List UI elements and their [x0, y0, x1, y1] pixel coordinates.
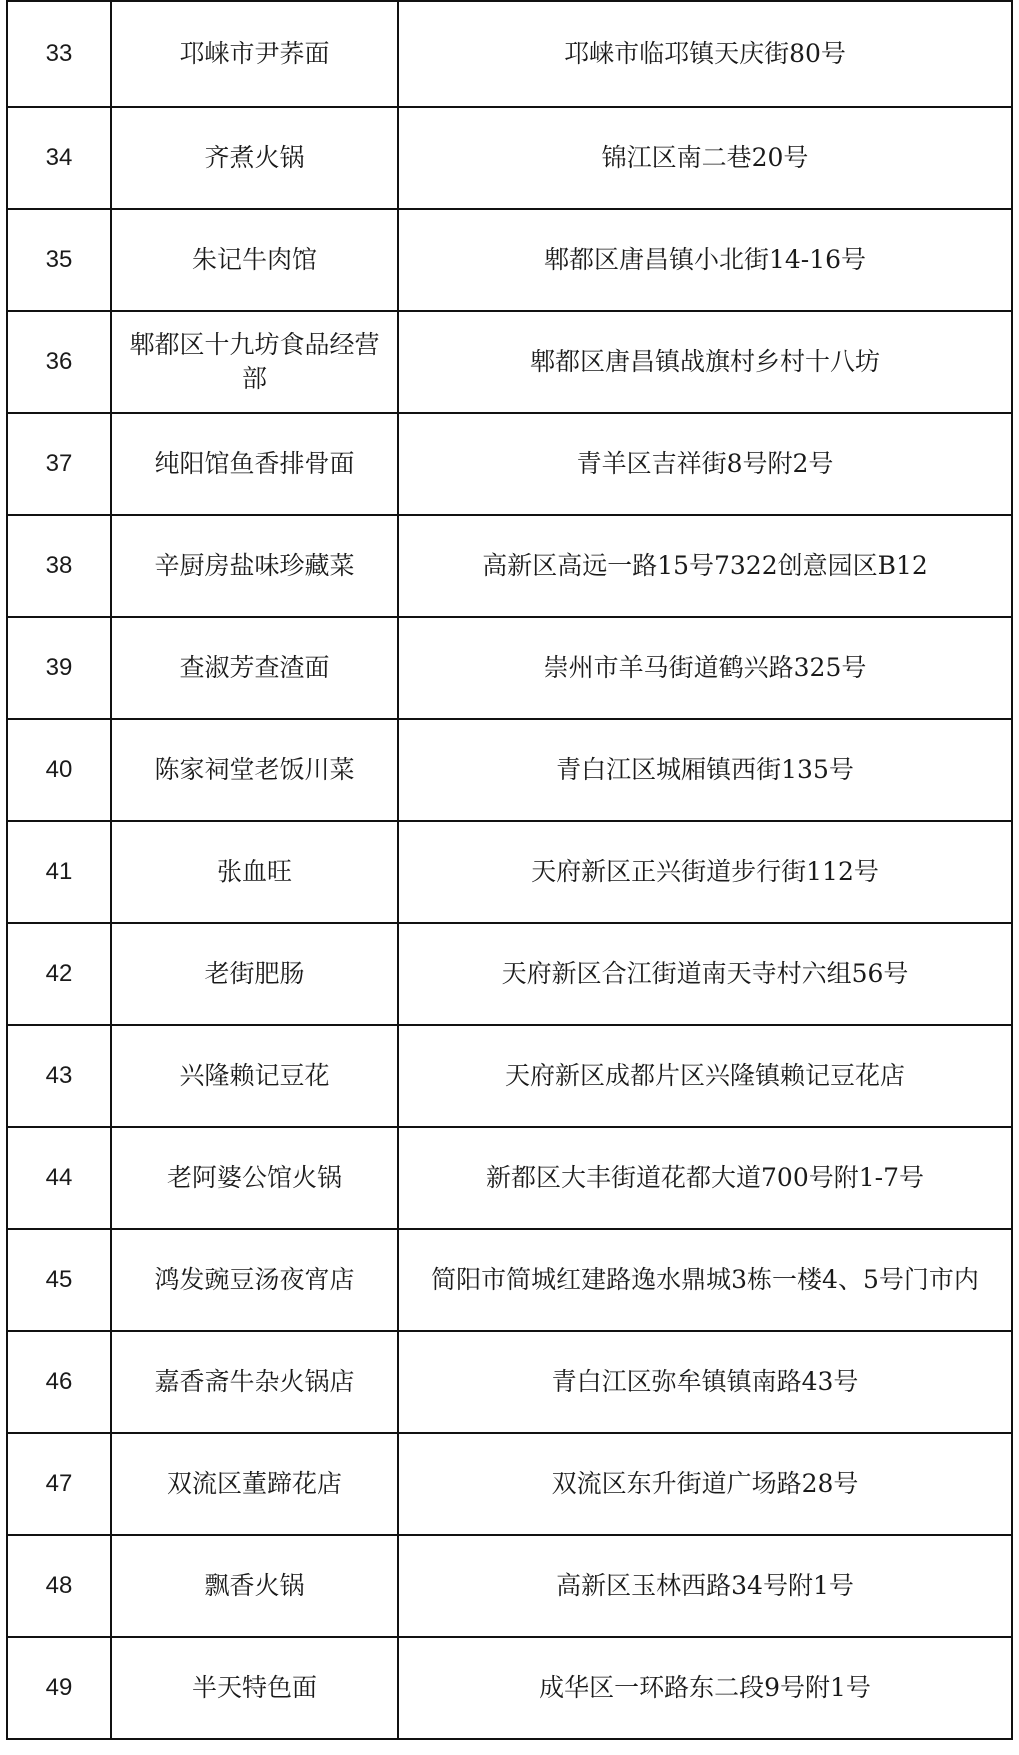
restaurant-address: 天府新区正兴街道步行街112号 [531, 857, 879, 886]
table-row [8, 1126, 1011, 1228]
restaurant-name: 陈家祠堂老饭川菜 [112, 720, 399, 820]
row-number: 33 [8, 2, 112, 106]
restaurant-name: 查淑芳查渣面 [112, 618, 399, 718]
restaurant-address: 锦江区南二巷20号 [601, 143, 809, 172]
table-row [8, 1024, 1011, 1126]
restaurant-address: 邛崃市临邛镇天庆街80号 [564, 39, 846, 68]
restaurant-name: 纯阳馆鱼香排骨面 [112, 414, 399, 514]
table-row [8, 0, 1011, 106]
table-row [8, 1534, 1011, 1636]
restaurant-name: 半天特色面 [112, 1638, 399, 1738]
restaurant-table [6, 0, 1013, 1740]
table-row [8, 922, 1011, 1024]
row-number: 38 [8, 516, 112, 616]
row-number: 49 [8, 1638, 112, 1738]
row-number: 43 [8, 1026, 112, 1126]
row-number: 48 [8, 1536, 112, 1636]
restaurant-name: 老街肥肠 [112, 924, 399, 1024]
table-row [8, 616, 1011, 718]
restaurant-address: 成华区一环路东二段9号附1号 [539, 1673, 871, 1702]
table-row [8, 106, 1011, 208]
row-number: 47 [8, 1434, 112, 1534]
restaurant-address: 天府新区合江街道南天寺村六组56号 [501, 959, 909, 988]
row-number: 44 [8, 1128, 112, 1228]
table-row [8, 412, 1011, 514]
row-number: 42 [8, 924, 112, 1024]
restaurant-address: 青白江区城厢镇西街135号 [556, 755, 854, 784]
restaurant-address: 郫都区唐昌镇小北街14-16号 [543, 245, 867, 274]
table-row [8, 718, 1011, 820]
restaurant-address: 高新区玉林西路34号附1号 [556, 1571, 854, 1600]
table-row [8, 310, 1011, 412]
table-row [8, 1228, 1011, 1330]
restaurant-name: 嘉香斋牛杂火锅店 [112, 1332, 399, 1432]
table-row [8, 1636, 1011, 1738]
table-row [8, 208, 1011, 310]
row-number: 41 [8, 822, 112, 922]
restaurant-name: 邛崃市尹荞面 [112, 2, 399, 106]
restaurant-name: 兴隆赖记豆花 [112, 1026, 399, 1126]
restaurant-address: 青白江区弥牟镇镇南路43号 [551, 1367, 859, 1396]
row-number: 37 [8, 414, 112, 514]
restaurant-name: 鸿发豌豆汤夜宵店 [112, 1230, 399, 1330]
row-number: 45 [8, 1230, 112, 1330]
restaurant-address: 双流区东升街道广场路28号 [551, 1469, 859, 1498]
table-row [8, 820, 1011, 922]
restaurant-address: 新都区大丰街道花都大道700号附1-7号 [486, 1163, 924, 1192]
restaurant-name: 郫都区十九坊食品经营部 [112, 312, 399, 412]
row-number: 39 [8, 618, 112, 718]
table-row [8, 1330, 1011, 1432]
restaurant-name: 双流区董蹄花店 [112, 1434, 399, 1534]
table-row [8, 1432, 1011, 1534]
table-row [8, 514, 1011, 616]
restaurant-address: 崇州市羊马街道鹤兴路325号 [543, 653, 867, 682]
restaurant-name: 老阿婆公馆火锅 [112, 1128, 399, 1228]
restaurant-address: 天府新区成都片区兴隆镇赖记豆花店 [504, 1061, 905, 1090]
restaurant-name: 齐煮火锅 [112, 108, 399, 208]
restaurant-name: 飘香火锅 [112, 1536, 399, 1636]
restaurant-address: 高新区高远一路15号7322创意园区B12 [482, 551, 928, 580]
row-number: 36 [8, 312, 112, 412]
restaurant-address: 简阳市简城红建路逸水鼎城3栋一楼4、5号门市内 [431, 1265, 979, 1294]
row-number: 35 [8, 210, 112, 310]
restaurant-name: 辛厨房盐味珍藏菜 [112, 516, 399, 616]
row-number: 34 [8, 108, 112, 208]
restaurant-name: 朱记牛肉馆 [112, 210, 399, 310]
row-number: 46 [8, 1332, 112, 1432]
restaurant-address: 青羊区吉祥街8号附2号 [576, 449, 834, 478]
row-number: 40 [8, 720, 112, 820]
restaurant-address: 郫都区唐昌镇战旗村乡村十八坊 [529, 347, 880, 376]
restaurant-name: 张血旺 [112, 822, 399, 922]
